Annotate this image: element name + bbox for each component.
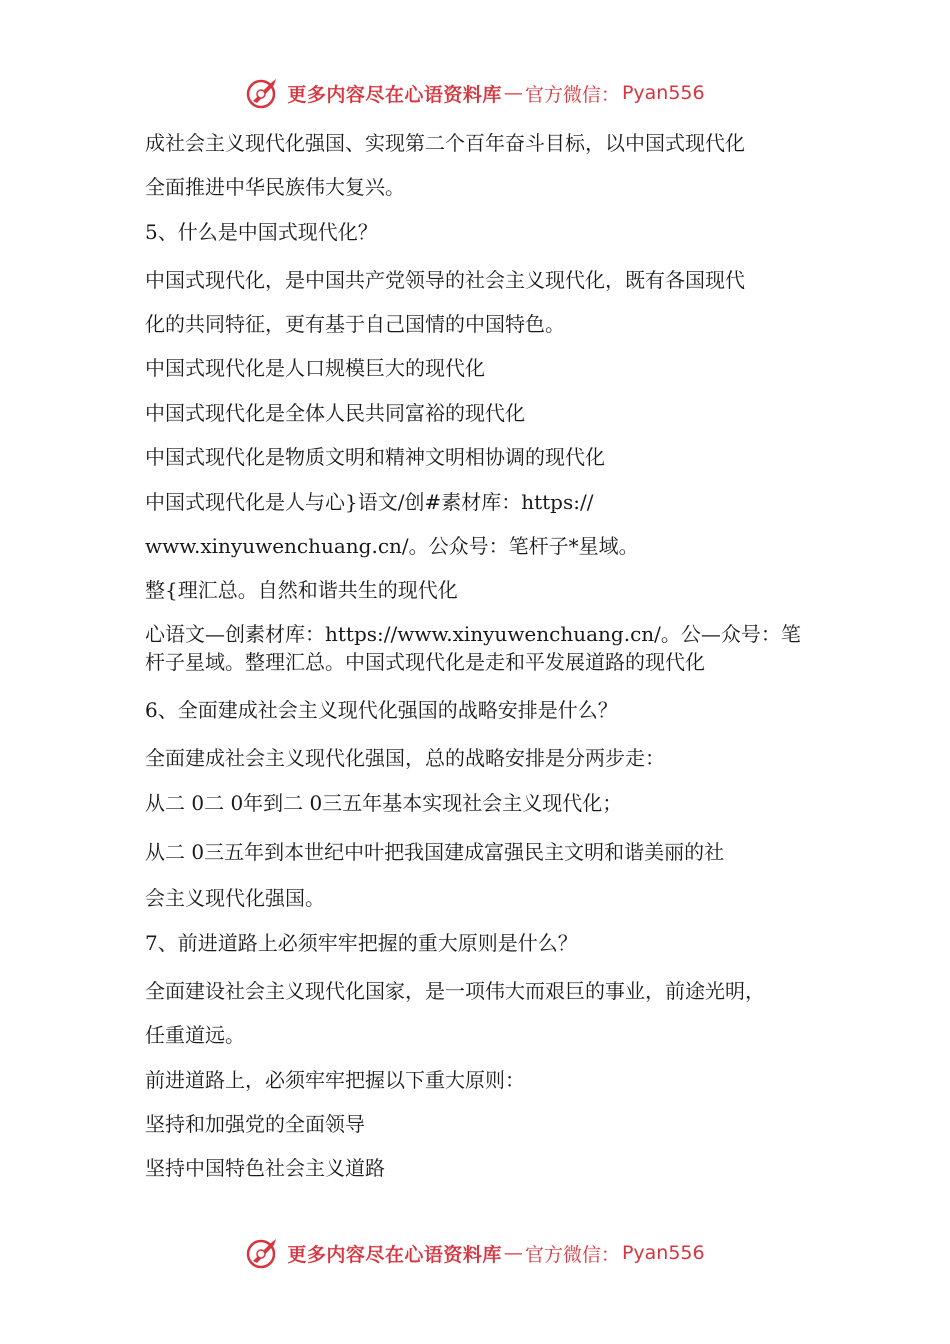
footer-banner [0, 1233, 950, 1273]
pen-logo-icon [245, 75, 281, 111]
paragraph-line: 全面建成社会主义现代化强国，总的战略安排是分两步走： [145, 746, 665, 770]
banner-text: 更多内容尽在心语资料库 [287, 1243, 502, 1266]
banner-separator: — [503, 82, 523, 104]
paragraph-line: 中国式现代化是人口规模巨大的现代化 [145, 356, 485, 380]
paragraph-line: 坚持中国特色社会主义道路 [145, 1156, 385, 1180]
paragraph-line: 中国式现代化，是中国共产党领导的社会主义现代化，既有各国现代 [145, 268, 745, 292]
paragraph-line: 全面推进中华民族伟大复兴。 [145, 175, 405, 199]
paragraph-line: 从二 0三五年到本世纪中叶把我国建成富强民主文明和谐美丽的社 [145, 840, 725, 864]
paragraph-line: 从二 0二 0年到二 0三五年基本实现社会主义现代化； [145, 791, 623, 815]
paragraph-line: 中国式现代化是物质文明和精神文明相协调的现代化 [145, 445, 605, 469]
header-banner [0, 73, 950, 113]
pen-logo-icon [245, 1235, 281, 1271]
paragraph-line: www.xinyuwenchuang.cn/。公众号：笔杆子*星域。 [145, 534, 639, 558]
paragraph-line: 前进道路上，必须牢牢把握以下重大原则： [145, 1068, 525, 1092]
question-heading: 7、前进道路上必须牢牢把握的重大原则是什么？ [145, 931, 578, 955]
banner-wechat-id: Pyan556 [621, 82, 705, 104]
paragraph-line: 任重道远。 [145, 1023, 245, 1047]
paragraph-line: 会主义现代化强国。 [145, 886, 325, 910]
paragraph-line: 中国式现代化是全体人民共同富裕的现代化 [145, 401, 525, 425]
question-heading: 5、什么是中国式现代化？ [145, 220, 378, 244]
paragraph-line: 杆子星域。整理汇总。中国式现代化是走和平发展道路的现代化 [145, 650, 705, 674]
paragraph-line: 整{理汇总。自然和谐共生的现代化 [145, 578, 458, 602]
paragraph-line: 坚持和加强党的全面领导 [145, 1112, 365, 1136]
paragraph-line: 化的共同特征，更有基于自己国情的中国特色。 [145, 312, 565, 336]
banner-separator: — [503, 1242, 523, 1264]
banner-wechat-label: 官方微信： [524, 83, 620, 106]
paragraph-line: 中国式现代化是人与心}语文/创#素材库：https:// [145, 490, 594, 514]
paragraph-line: 心语文—创素材库：https://www.xinyuwenchuang.cn/。公—众号：笔 [145, 622, 801, 646]
banner-text: 更多内容尽在心语资料库 [287, 83, 502, 106]
paragraph-line: 成社会主义现代化强国、实现第二个百年奋斗目标，以中国式现代化 [145, 131, 745, 155]
banner-wechat-label: 官方微信： [524, 1243, 620, 1266]
banner-wechat-id: Pyan556 [621, 1242, 705, 1264]
question-heading: 6、全面建成社会主义现代化强国的战略安排是什么？ [145, 698, 618, 722]
paragraph-line: 全面建设社会主义现代化国家，是一项伟大而艰巨的事业，前途光明， [145, 979, 765, 1003]
